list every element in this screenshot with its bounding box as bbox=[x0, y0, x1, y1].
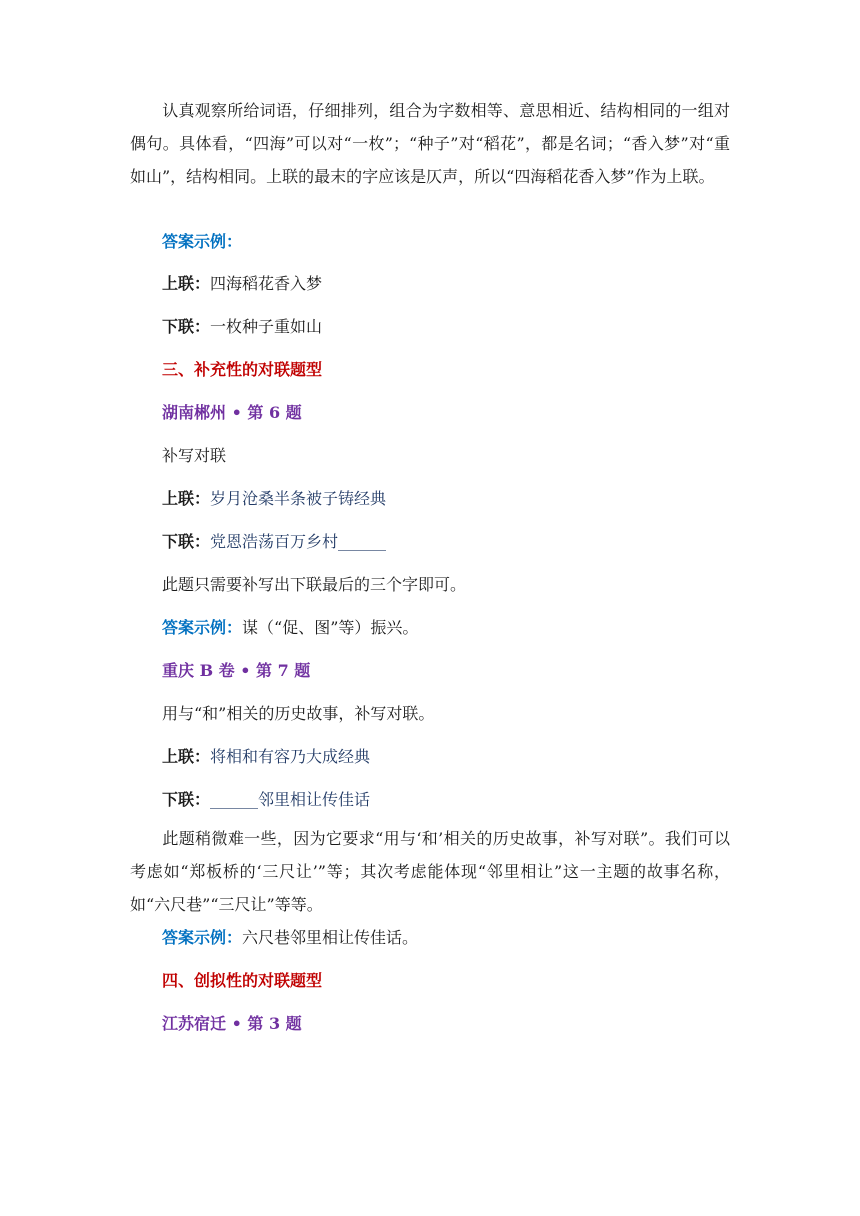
q1-answer bbox=[162, 617, 418, 639]
q1-lower bbox=[162, 531, 386, 553]
q1-prompt: 补写对联 bbox=[162, 446, 227, 465]
q2-title: 重庆 B 卷 • 第 7 题 bbox=[162, 661, 311, 680]
lower-label: 下联： bbox=[162, 790, 211, 809]
q1-analysis: 此题只需要补写出下联最后的三个字即可。 bbox=[162, 575, 467, 594]
lower-text: 一枚种子重如山 bbox=[210, 317, 323, 336]
upper-text: 将相和有容乃大成经典 bbox=[210, 747, 371, 766]
q2-upper bbox=[162, 746, 370, 768]
q2-analysis-text: 此题稍微难一些，因为它要求“用与‘和’相关的历史故事，补写对联”。我们可以考虑如“郑板桥的‘三尺让’”等；其次考虑能体现“邻里相让”这一主题的故事名称，如“六尺巷”“三尺让”等等。 bbox=[130, 829, 730, 914]
section-3-heading: 三、补充性的对联题型 bbox=[162, 360, 323, 379]
answer-label: 答案示例： bbox=[162, 618, 243, 637]
lower-label: 下联： bbox=[162, 532, 211, 551]
upper-text: 岁月沧桑半条被子铸经典 bbox=[210, 489, 387, 508]
q1-upper bbox=[162, 488, 386, 510]
couplet-1-lower bbox=[162, 316, 322, 338]
lower-label: 下联： bbox=[162, 317, 211, 336]
lower-text: 党恩浩荡百万乡村______ bbox=[210, 532, 387, 551]
q2-answer bbox=[162, 927, 418, 949]
answer-label: 答案示例： bbox=[162, 928, 243, 947]
q2-analysis bbox=[130, 822, 730, 921]
answer-example-label-1: 答案示例： bbox=[162, 232, 243, 251]
q2-lower bbox=[162, 789, 370, 811]
upper-label: 上联： bbox=[162, 489, 211, 508]
answer-text: 六尺巷邻里相让传佳话。 bbox=[242, 928, 419, 947]
q1-title: 湖南郴州 • 第 6 题 bbox=[162, 403, 302, 422]
answer-text: 谋（“促、图”等）振兴。 bbox=[242, 618, 419, 637]
upper-text: 四海稻花香入梦 bbox=[210, 274, 323, 293]
section-4-heading: 四、创拟性的对联题型 bbox=[162, 971, 323, 990]
intro-paragraph bbox=[130, 94, 730, 193]
upper-label: 上联： bbox=[162, 274, 211, 293]
q3-title: 江苏宿迁 • 第 3 题 bbox=[162, 1014, 302, 1033]
lower-text: ______邻里相让传佳话 bbox=[210, 790, 371, 809]
q2-prompt: 用与“和”相关的历史故事，补写对联。 bbox=[162, 704, 435, 723]
couplet-1-upper bbox=[162, 273, 322, 295]
intro-paragraph-text: 认真观察所给词语，仔细排列，组合为字数相等、意思相近、结构相同的一组对偶句。具体看，“四海”可以对“一枚”；“种子”对“稻花”，都是名词；“香入梦”对“重如山”，结构相同。上联的最末的字应该是仄声，所以“四海稻花香入梦”作为上联。 bbox=[130, 101, 730, 186]
upper-label: 上联： bbox=[162, 747, 211, 766]
